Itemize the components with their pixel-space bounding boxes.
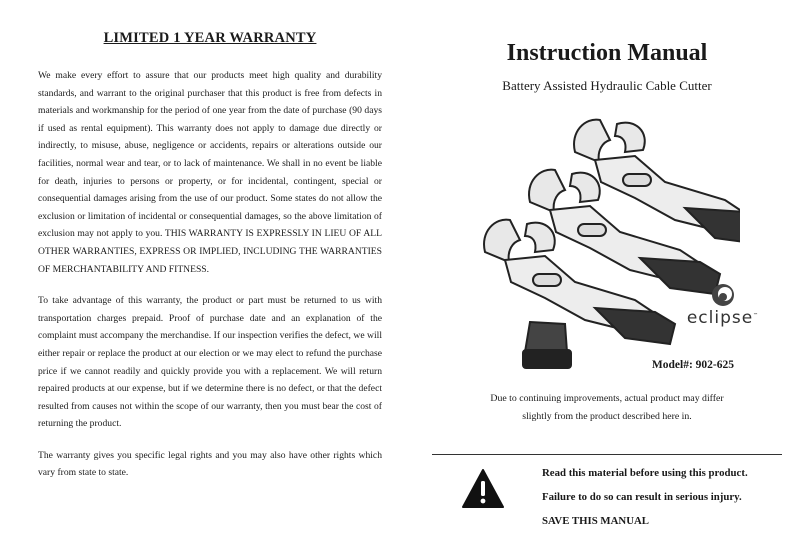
improvement-notice xyxy=(432,390,782,426)
warning-line-3: SAVE THIS MANUAL xyxy=(542,515,649,527)
warning-triangle-icon xyxy=(462,469,504,509)
warning-box xyxy=(432,454,782,535)
warranty-paragraph-1: We make every effort to assure that our products meet high quality and durability standards, and warrant to the original purchaser that this product is free from defects in materials and workmanship for the period of one year from the date of purchase (90 days if used as rental equipment). This warranty does not apply to damage due directly or indirectly, to misuse, abuse, negligence or accidents, repairs or alterations outside our facilities, normal wear and tear, or to lack of maintenance. We shall in no event be liable for death, injuries to persons or property, or for incidental, contingent, special or consequential damages arising from the use of our product. Some states do not allow the exclusion or limitation of incidental or consequential damages, so the above limitation of exclusion may not apply to you. THIS WARRANTY IS EXPRESSLY IN LIEU OF ALL OTHER WARRANTIES, EXPRESS OR IMPLIED, INCLUDING THE WARRANTIES OF MERCHANTABILITY AND FITNESS. xyxy=(38,70,382,275)
warranty-paragraph-3: The warranty gives you specific legal rights and you may also have other rights which vary from state to state. xyxy=(38,449,382,479)
notice-line-1: Due to continuing improvements, actual product may differ xyxy=(490,393,724,404)
manual-title: Instruction Manual xyxy=(506,40,708,66)
brand-name: eclipse™ xyxy=(686,308,760,328)
eclipse-logo xyxy=(668,282,778,332)
warning-line-1: Read this material before using this product. xyxy=(542,467,748,479)
eclipse-logo-icon xyxy=(668,282,778,308)
model-number: Model#: 902-625 xyxy=(651,359,734,371)
warranty-paragraph-2: To take advantage of this warranty, the product or part must be returned to us with transportation charges prepaid. Proof of purchase date and an explanation of the complaint must accompany the merchandise. If our inspection verifies the defect, we will either repair or replace the product at our election or we may elect to refund the purchase price if we cannot readily and quickly provide you with a replacement. We will return repaired products at our expense, but if we determine there is no defect, or that the defect resulted from causes not within the scope of our warranty, then you must bear the cost of returning the product. xyxy=(38,295,382,430)
manual-subtitle: Battery Assisted Hydraulic Cable Cutter xyxy=(502,78,712,93)
notice-line-2: slightly from the product described here in. xyxy=(522,411,692,422)
warranty-section xyxy=(38,30,382,496)
warranty-title: LIMITED 1 YEAR WARRANTY xyxy=(103,30,317,46)
warning-text xyxy=(542,461,782,533)
warning-line-2: Failure to do so can result in serious injury. xyxy=(542,491,742,503)
